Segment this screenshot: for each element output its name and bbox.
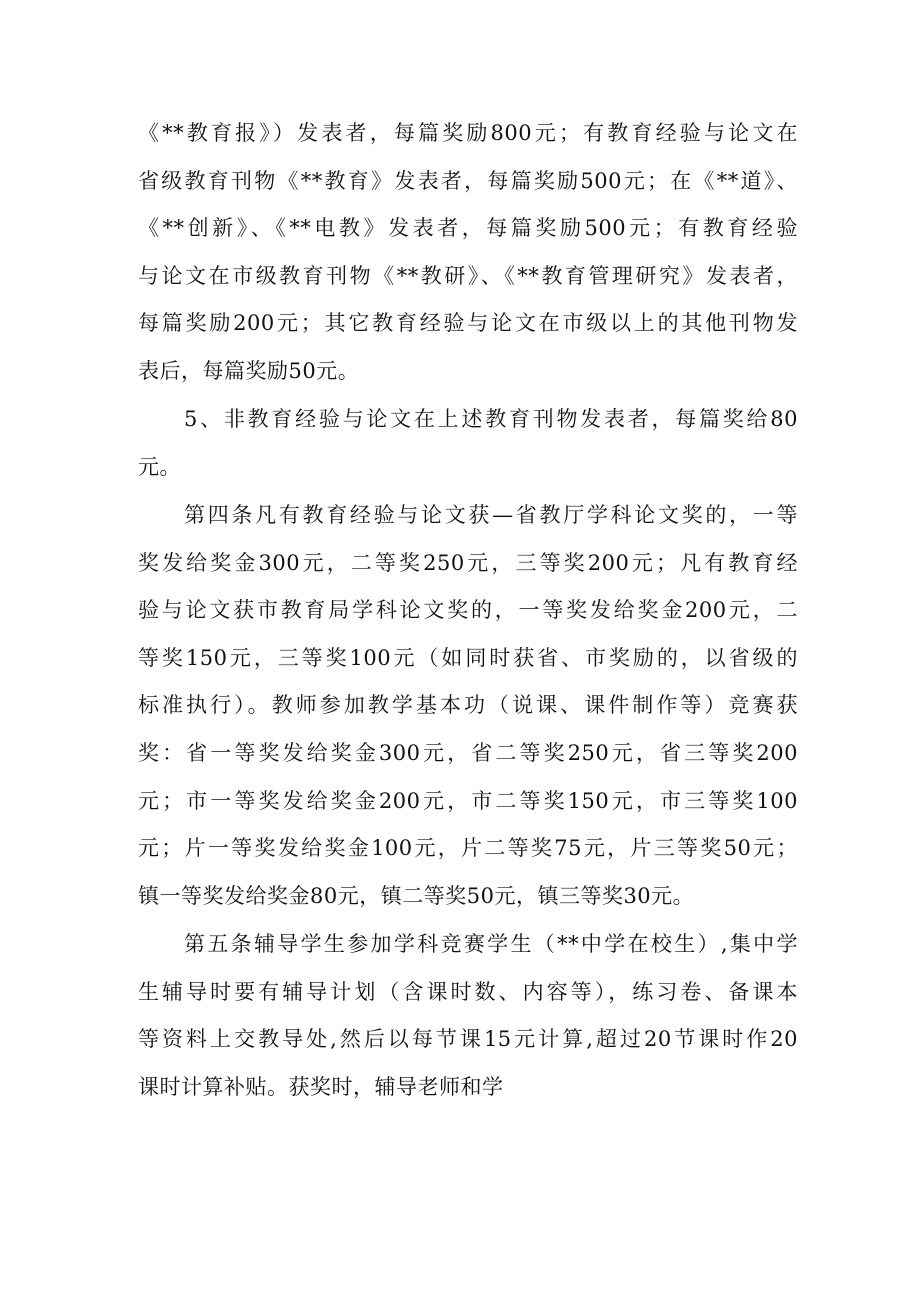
text-line: 5、非教育经验与论文在上述教育刊物发表者，每篇奖给80 xyxy=(184,407,798,431)
paragraph-item-5 xyxy=(138,396,798,491)
text-line: 奖发给奖金300元，二等奖250元，三等奖200元；凡有教育经 xyxy=(138,550,798,575)
text-line: 元；片一等奖发给奖金100元，片二等奖75元，片三等奖50元； xyxy=(138,836,798,861)
text-line: 生辅导时要有辅导计划（含课时数、内容等），练习卷、备课本 xyxy=(138,979,798,1004)
text-line: 省级教育刊物《**教育》发表者，每篇奖励500元；在《**道》、 xyxy=(138,168,798,193)
text-line: 第五条辅导学生参加学科竞赛学生（**中学在校生）,集中学 xyxy=(184,932,798,956)
text-line: 标准执行）。教师参加教学基本功（说课、课件制作等）竞赛获 xyxy=(138,693,798,718)
text-line: 奖：省一等奖发给奖金300元，省二等奖250元，省三等奖200 xyxy=(138,740,798,765)
text-line: 元。 xyxy=(138,454,181,479)
text-line: 《**创新》、《**电教》发表者，每篇奖励500元；有教育经验 xyxy=(138,216,798,241)
text-line: 与论文在市级教育刊物《**教研》、《**教育管理研究》发表者， xyxy=(138,263,798,288)
text-line: 每篇奖励200元；其它教育经验与论文在市级以上的其他刊物发 xyxy=(138,311,798,336)
text-line: 等奖150元，三等奖100元（如同时获省、市奖励的，以省级的 xyxy=(138,645,798,670)
text-line: 等资料上交教导处,然后以每节课15元计算,超过20节课时作20 xyxy=(138,1027,798,1052)
text-line: 课时计算补贴。获奖时，辅导老师和学 xyxy=(138,1074,504,1099)
paragraph-article-5 xyxy=(138,921,798,1111)
text-line: 元；市一等奖发给奖金200元，市二等奖150元，市三等奖100 xyxy=(138,788,798,813)
text-line: 第四条凡有教育经验与论文获—省教厅学科论文奖的，一等 xyxy=(184,503,798,527)
text-line: 表后，每篇奖励50元。 xyxy=(138,358,360,383)
text-line: 镇一等奖发给奖金80元，镇二等奖50元，镇三等奖30元。 xyxy=(138,883,695,908)
text-line: 《**教育报》）发表者，每篇奖励800元；有教育经验与论文在 xyxy=(138,121,798,145)
paragraph-publication-awards xyxy=(138,110,798,396)
paragraph-article-4 xyxy=(138,492,798,920)
text-line: 验与论文获市教育局学科论文奖的，一等奖发给奖金200元，二 xyxy=(138,598,798,623)
